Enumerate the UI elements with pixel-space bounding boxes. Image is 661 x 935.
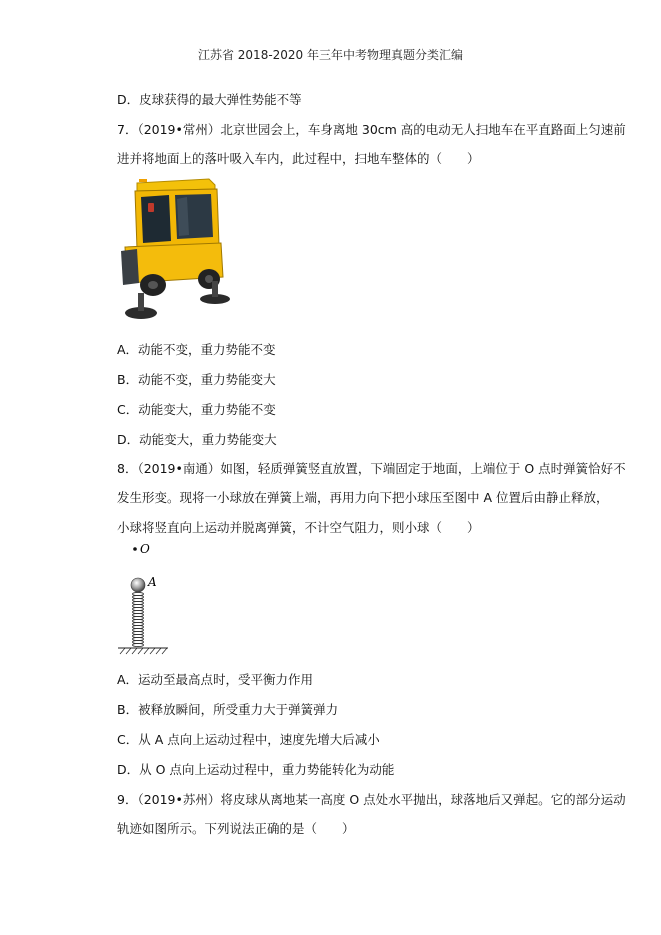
q8-stem-line2: 发生形变。现将一小球放在弹簧上端，再用力向下把小球压至图中 A 位置后由静止释放， (117, 490, 609, 505)
sweeper-light (148, 203, 154, 212)
q9-stem-line2: 轨迹如图所示。下列说法正确的是（ ） (117, 821, 355, 836)
q7-option-c: C．动能变大，重力势能不变 (117, 402, 276, 417)
q8-option-c: C．从 A 点向上运动过程中，速度先增大后减小 (117, 732, 380, 747)
q7-option-d: D．动能变大，重力势能变大 (117, 432, 277, 447)
spring-ball-figure (118, 540, 172, 658)
label-a: A (148, 575, 157, 589)
sweeper-glare (177, 197, 189, 236)
spring (133, 592, 144, 646)
prev-option-d: D．皮球获得的最大弹性势能不等 (117, 92, 302, 107)
sweeper-truck-image (117, 175, 235, 327)
q7-stem-line1: 7．（2019•常州）北京世园会上，车身离地 30cm 高的电动无人扫地车在平直路面上匀速前 (117, 122, 626, 137)
q7-option-a: A．动能不变，重力势能不变 (117, 342, 276, 357)
q9-stem-line1: 9．（2019•苏州）将皮球从离地某一高度 O 点处水平抛出，球落地后又弹起。它的部分运动 (117, 792, 626, 807)
sweeper-rear-panel (121, 249, 139, 285)
sweeper-beacon (139, 179, 147, 182)
q7-stem-line2: 进并将地面上的落叶吸入车内，此过程中，扫地车整体的（ ） (117, 151, 480, 166)
q8-option-a: A．运动至最高点时，受平衡力作用 (117, 672, 314, 687)
q8-stem-line3: 小球将竖直向上运动并脱离弹簧，不计空气阻力，则小球（ ） (117, 520, 480, 535)
label-o: O (140, 542, 150, 556)
sweeper-side-window (141, 195, 171, 243)
q8-option-b: B．被释放瞬间，所受重力大于弹簧弹力 (117, 702, 339, 717)
q8-stem-line1: 8．（2019•南通）如图，轻质弹簧竖直放置，下端固定于地面，上端位于 O 点时弹簧恰好不 (117, 461, 626, 476)
page-header: 江苏省 2018-2020 年三年中考物理真题分类汇编 (197, 48, 464, 62)
ground-hatch (120, 648, 167, 654)
point-o-dot (133, 547, 137, 551)
q8-option-d: D．从 O 点向上运动过程中，重力势能转化为动能 (117, 762, 395, 777)
ball (131, 578, 145, 592)
q7-option-b: B．动能不变，重力势能变大 (117, 372, 276, 387)
